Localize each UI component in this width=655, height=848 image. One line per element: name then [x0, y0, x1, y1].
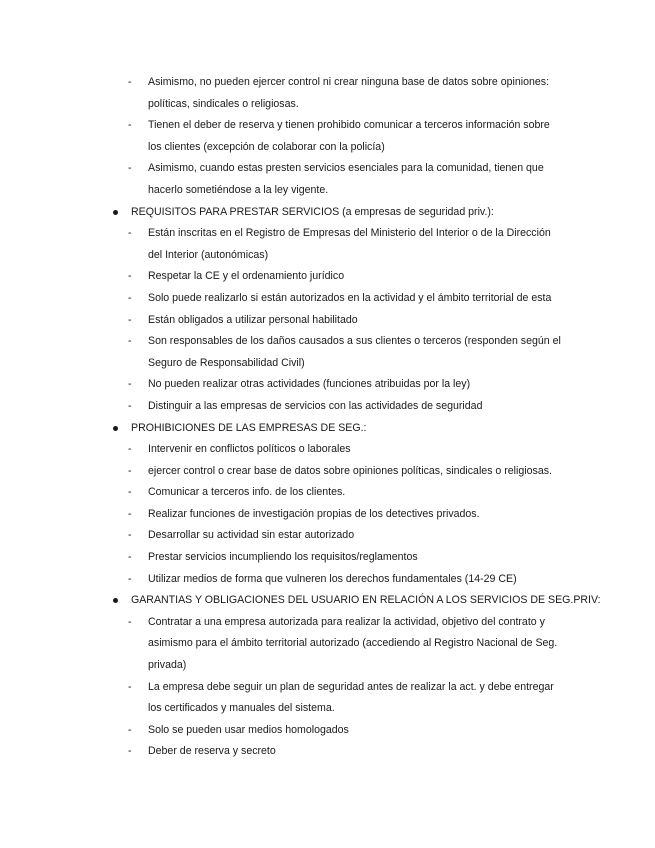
- list-item: [0, 223, 655, 245]
- list-item-text: Distinguir a las empresas de servicios con las actividades de seguridad: [148, 399, 483, 412]
- dash-marker: -: [128, 464, 132, 477]
- dash-marker: -: [128, 551, 132, 564]
- list-item-continuation: [0, 180, 655, 202]
- list-item: [0, 720, 655, 742]
- list-item-text: los clientes (excepción de colaborar con la policía): [148, 140, 385, 153]
- section-heading: [0, 202, 655, 224]
- list-item: [0, 677, 655, 699]
- list-item-continuation: [0, 698, 655, 720]
- dash-marker: -: [128, 291, 132, 304]
- list-item-continuation: [0, 137, 655, 159]
- dash-marker: -: [128, 162, 132, 175]
- list-item-continuation: [0, 94, 655, 116]
- list-item-text: los certificados y manuales del sistema.: [148, 702, 335, 715]
- dash-marker: -: [128, 119, 132, 132]
- list-item-text: Prestar servicios incumpliendo los requisitos/reglamentos: [148, 551, 418, 564]
- document-body: [0, 72, 655, 763]
- list-item-text: hacerlo sometiéndose a la ley vigente.: [148, 183, 329, 196]
- list-item: [0, 439, 655, 461]
- section-heading: [0, 418, 655, 440]
- bullet-icon: [113, 598, 118, 603]
- list-item: [0, 288, 655, 310]
- list-item-text: Realizar funciones de investigación propias de los detectives privados.: [148, 507, 480, 520]
- dash-marker: -: [128, 313, 132, 326]
- list-item-text: Solo puede realizarlo si están autorizados en la actividad y el ámbito territorial de esta: [148, 291, 552, 304]
- list-item-text: del Interior (autonómicas): [148, 248, 269, 261]
- list-item-text: Están inscritas en el Registro de Empresas del Ministerio del Interior o de la Dirección: [148, 227, 551, 240]
- list-item: [0, 331, 655, 353]
- dash-marker: -: [128, 227, 132, 240]
- dash-marker: -: [128, 572, 132, 585]
- dash-marker: -: [128, 76, 132, 88]
- section-heading-text: GARANTIAS Y OBLIGACIONES DEL USUARIO EN RELACIÓN A LOS SERVICIOS DE SEG.PRIV:: [131, 594, 601, 607]
- list-item-text: ejercer control o crear base de datos sobre opiniones políticas, sindicales o religiosas.: [148, 464, 552, 477]
- dash-marker: -: [128, 680, 132, 693]
- list-item: [0, 115, 655, 137]
- section-heading: [0, 590, 655, 612]
- dash-marker: -: [128, 745, 132, 758]
- list-item: [0, 310, 655, 332]
- bullet-icon: [113, 426, 118, 431]
- dash-marker: -: [128, 507, 132, 520]
- list-item-continuation: [0, 655, 655, 677]
- list-item: [0, 482, 655, 504]
- list-item-text: privada): [148, 659, 187, 672]
- list-item-text: Deber de reserva y secreto: [148, 745, 276, 758]
- list-item-text: Contratar a una empresa autorizada para realizar la actividad, objetivo del contrato y: [148, 615, 545, 628]
- list-item-text: Están obligados a utilizar personal habilitado: [148, 313, 358, 326]
- list-item-text: Respetar la CE y el ordenamiento jurídico: [148, 270, 345, 283]
- list-item-text: Asimismo, no pueden ejercer control ni crear ninguna base de datos sobre opiniones:: [148, 76, 550, 88]
- list-item-text: Solo se pueden usar medios homologados: [148, 723, 349, 736]
- list-item-continuation: [0, 245, 655, 267]
- dash-marker: -: [128, 378, 132, 391]
- list-item-text: asimismo para el ámbito territorial autorizado (accediendo al Registro Nacional de Seg.: [148, 637, 558, 650]
- bullet-icon: [113, 210, 118, 215]
- list-item-text: Son responsables de los daños causados a sus clientes o terceros (responden según el: [148, 335, 561, 348]
- section-heading-text: PROHIBICIONES DE LAS EMPRESAS DE SEG.:: [131, 421, 367, 434]
- dash-marker: -: [128, 270, 132, 283]
- list-item: [0, 612, 655, 634]
- list-item: [0, 374, 655, 396]
- list-item: [0, 158, 655, 180]
- list-item: [0, 504, 655, 526]
- list-item-continuation: [0, 633, 655, 655]
- list-item: [0, 547, 655, 569]
- list-item: [0, 525, 655, 547]
- list-item-text: Desarrollar su actividad sin estar autorizado: [148, 529, 355, 542]
- dash-marker: -: [128, 529, 132, 542]
- list-item-text: Tienen el deber de reserva y tienen prohibido comunicar a terceros información sobre: [148, 119, 550, 132]
- list-item-continuation: [0, 353, 655, 375]
- dash-marker: -: [128, 486, 132, 499]
- list-item-text: Seguro de Responsabilidad Civil): [148, 356, 305, 369]
- list-item-text: Comunicar a terceros info. de los clientes.: [148, 486, 346, 499]
- section-heading-text: REQUISITOS PARA PRESTAR SERVICIOS (a empresas de seguridad priv.):: [131, 205, 494, 218]
- list-item-text: No pueden realizar otras actividades (funciones atribuidas por la ley): [148, 378, 471, 391]
- dash-marker: -: [128, 335, 132, 348]
- dash-marker: -: [128, 399, 132, 412]
- list-item: [0, 741, 655, 763]
- list-item: [0, 72, 655, 94]
- list-item: [0, 461, 655, 483]
- dash-marker: -: [128, 723, 132, 736]
- list-item-text: políticas, sindicales o religiosas.: [148, 97, 299, 110]
- list-item: [0, 569, 655, 591]
- list-item-text: Asimismo, cuando estas presten servicios esenciales para la comunidad, tienen que: [148, 162, 544, 175]
- dash-marker: -: [128, 443, 132, 456]
- list-item: [0, 266, 655, 288]
- dash-marker: -: [128, 615, 132, 628]
- list-item-text: La empresa debe seguir un plan de seguridad antes de realizar la act. y debe entregar: [148, 680, 554, 693]
- list-item-text: Utilizar medios de forma que vulneren los derechos fundamentales (14-29 CE): [148, 572, 517, 585]
- list-item: [0, 396, 655, 418]
- list-item-text: Intervenir en conflictos políticos o laborales: [148, 443, 351, 456]
